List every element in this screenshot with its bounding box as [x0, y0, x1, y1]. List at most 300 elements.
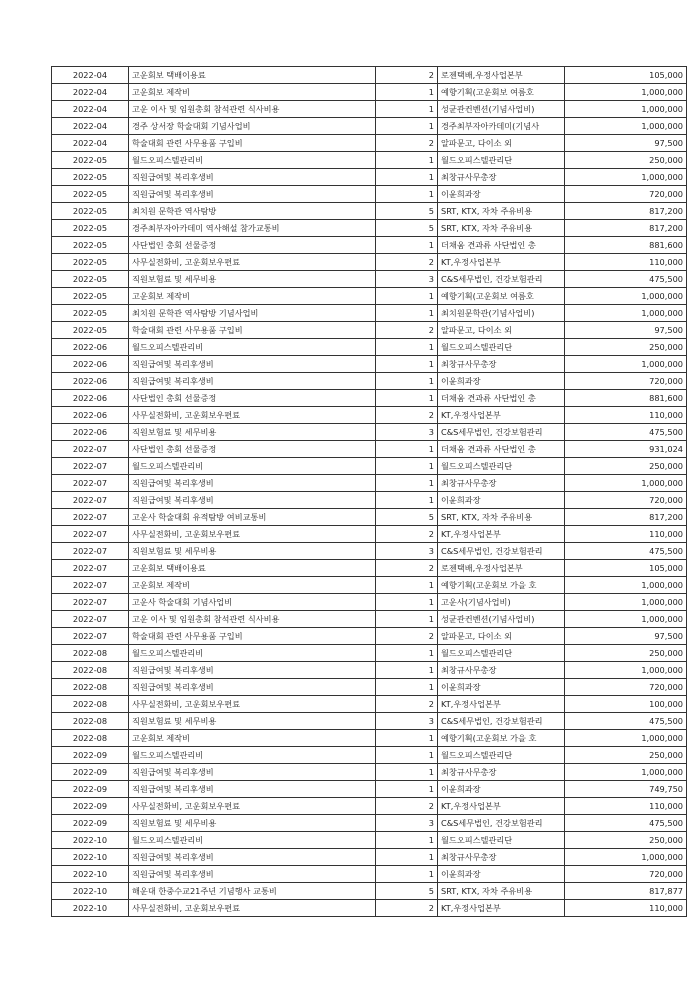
payee-cell: 최치원문학관(기념사업비) [438, 305, 565, 322]
quantity-cell: 2 [376, 407, 438, 424]
date-cell: 2022-10 [52, 832, 129, 849]
date-cell: 2022-06 [52, 373, 129, 390]
expense-ledger-page [51, 66, 683, 917]
quantity-cell: 5 [376, 883, 438, 900]
payee-cell: 경주최부자아카데미(기념사 [438, 118, 565, 135]
date-cell: 2022-07 [52, 492, 129, 509]
payee-cell: KT,우정사업본부 [438, 407, 565, 424]
date-cell: 2022-05 [52, 237, 129, 254]
item-cell: 고운사 학술대회 유적탐방 여비교통비 [129, 509, 376, 526]
item-cell: 학술대회 관련 사무용품 구입비 [129, 135, 376, 152]
quantity-cell: 1 [376, 577, 438, 594]
amount-cell: 110,000 [565, 407, 687, 424]
amount-cell: 720,000 [565, 866, 687, 883]
item-cell: 사무실전화비, 고운회보우편료 [129, 407, 376, 424]
amount-cell: 475,500 [565, 271, 687, 288]
quantity-cell: 2 [376, 696, 438, 713]
table-row [52, 883, 687, 900]
amount-cell: 110,000 [565, 526, 687, 543]
date-cell: 2022-07 [52, 543, 129, 560]
quantity-cell: 1 [376, 849, 438, 866]
payee-cell: 알파문고, 다이소 외 [438, 322, 565, 339]
date-cell: 2022-05 [52, 305, 129, 322]
quantity-cell: 1 [376, 288, 438, 305]
payee-cell: 이윤희과장 [438, 781, 565, 798]
table-row [52, 441, 687, 458]
quantity-cell: 3 [376, 271, 438, 288]
table-row [52, 832, 687, 849]
quantity-cell: 2 [376, 798, 438, 815]
payee-cell: 더채움 견과류 사단법인 총 [438, 237, 565, 254]
table-row [52, 237, 687, 254]
item-cell: 사단법인 총회 선물증정 [129, 237, 376, 254]
item-cell: 월드오피스텔관리비 [129, 152, 376, 169]
date-cell: 2022-04 [52, 118, 129, 135]
quantity-cell: 1 [376, 186, 438, 203]
table-row [52, 67, 687, 84]
amount-cell: 720,000 [565, 492, 687, 509]
item-cell: 직원급여및 복리후생비 [129, 492, 376, 509]
item-cell: 직원급여및 복리후생비 [129, 679, 376, 696]
table-row [52, 713, 687, 730]
date-cell: 2022-04 [52, 101, 129, 118]
payee-cell: 최창규사무총장 [438, 764, 565, 781]
payee-cell: KT,우정사업본부 [438, 526, 565, 543]
table-row [52, 730, 687, 747]
item-cell: 월드오피스텔관리비 [129, 339, 376, 356]
item-cell: 직원보험료 및 세무비용 [129, 815, 376, 832]
amount-cell: 475,500 [565, 713, 687, 730]
quantity-cell: 1 [376, 390, 438, 407]
payee-cell: 이윤희과장 [438, 373, 565, 390]
quantity-cell: 1 [376, 747, 438, 764]
item-cell: 사단법인 총회 선물증정 [129, 441, 376, 458]
date-cell: 2022-05 [52, 203, 129, 220]
date-cell: 2022-08 [52, 645, 129, 662]
payee-cell: 더채움 견과류 사단법인 총 [438, 441, 565, 458]
quantity-cell: 1 [376, 594, 438, 611]
quantity-cell: 1 [376, 492, 438, 509]
amount-cell: 110,000 [565, 254, 687, 271]
quantity-cell: 1 [376, 84, 438, 101]
date-cell: 2022-10 [52, 900, 129, 917]
payee-cell: SRT, KTX, 자차 주유비용 [438, 883, 565, 900]
payee-cell: 로젠택배,우정사업본부 [438, 67, 565, 84]
item-cell: 고운회보 택배이용료 [129, 67, 376, 84]
date-cell: 2022-10 [52, 883, 129, 900]
amount-cell: 817,200 [565, 203, 687, 220]
date-cell: 2022-08 [52, 730, 129, 747]
amount-cell: 1,000,000 [565, 594, 687, 611]
date-cell: 2022-07 [52, 560, 129, 577]
date-cell: 2022-06 [52, 339, 129, 356]
payee-cell: 이윤희과장 [438, 492, 565, 509]
quantity-cell: 1 [376, 730, 438, 747]
payee-cell: 예향기획(고운회보 여름호 [438, 288, 565, 305]
quantity-cell: 2 [376, 322, 438, 339]
quantity-cell: 1 [376, 679, 438, 696]
amount-cell: 105,000 [565, 560, 687, 577]
item-cell: 월드오피스텔관리비 [129, 458, 376, 475]
quantity-cell: 5 [376, 220, 438, 237]
item-cell: 학술대회 관련 사무용품 구입비 [129, 628, 376, 645]
payee-cell: 성균관컨벤션(기념사업비) [438, 611, 565, 628]
table-row [52, 543, 687, 560]
payee-cell: 고운사(기념사업비) [438, 594, 565, 611]
item-cell: 직원급여및 복리후생비 [129, 662, 376, 679]
item-cell: 직원급여및 복리후생비 [129, 169, 376, 186]
amount-cell: 720,000 [565, 373, 687, 390]
date-cell: 2022-05 [52, 288, 129, 305]
amount-cell: 100,000 [565, 696, 687, 713]
date-cell: 2022-04 [52, 135, 129, 152]
date-cell: 2022-06 [52, 390, 129, 407]
date-cell: 2022-07 [52, 526, 129, 543]
date-cell: 2022-09 [52, 747, 129, 764]
payee-cell: 최창규사무총장 [438, 475, 565, 492]
date-cell: 2022-08 [52, 713, 129, 730]
table-row [52, 424, 687, 441]
table-row [52, 339, 687, 356]
date-cell: 2022-07 [52, 628, 129, 645]
date-cell: 2022-09 [52, 781, 129, 798]
amount-cell: 931,024 [565, 441, 687, 458]
quantity-cell: 1 [376, 611, 438, 628]
item-cell: 사단법인 총회 선물증정 [129, 390, 376, 407]
table-row [52, 866, 687, 883]
payee-cell: C&S세무법인, 건강보험관리 [438, 543, 565, 560]
quantity-cell: 1 [376, 305, 438, 322]
ledger-body [52, 67, 687, 917]
item-cell: 경주 상서장 학술대회 기념사업비 [129, 118, 376, 135]
table-row [52, 152, 687, 169]
date-cell: 2022-05 [52, 169, 129, 186]
item-cell: 직원급여및 복리후생비 [129, 475, 376, 492]
date-cell: 2022-09 [52, 815, 129, 832]
table-row [52, 322, 687, 339]
payee-cell: SRT, KTX, 자차 주유비용 [438, 509, 565, 526]
table-row [52, 798, 687, 815]
payee-cell: 성균관컨벤션(기념사업비) [438, 101, 565, 118]
item-cell: 고운사 학술대회 기념사업비 [129, 594, 376, 611]
item-cell: 직원급여및 복리후생비 [129, 186, 376, 203]
table-row [52, 645, 687, 662]
payee-cell: 월드오피스텔관리단 [438, 645, 565, 662]
date-cell: 2022-04 [52, 84, 129, 101]
payee-cell: C&S세무법인, 건강보험관리 [438, 815, 565, 832]
table-row [52, 458, 687, 475]
quantity-cell: 5 [376, 509, 438, 526]
quantity-cell: 2 [376, 628, 438, 645]
item-cell: 고운 이사 및 임원총회 참석관련 식사비용 [129, 611, 376, 628]
item-cell: 직원급여및 복리후생비 [129, 764, 376, 781]
table-row [52, 84, 687, 101]
payee-cell: C&S세무법인, 건강보험관리 [438, 424, 565, 441]
table-row [52, 169, 687, 186]
table-row [52, 764, 687, 781]
item-cell: 월드오피스텔관리비 [129, 747, 376, 764]
amount-cell: 1,000,000 [565, 475, 687, 492]
table-row [52, 356, 687, 373]
item-cell: 고운회보 제작비 [129, 288, 376, 305]
amount-cell: 1,000,000 [565, 305, 687, 322]
table-row [52, 390, 687, 407]
quantity-cell: 1 [376, 781, 438, 798]
amount-cell: 817,877 [565, 883, 687, 900]
table-row [52, 288, 687, 305]
amount-cell: 475,500 [565, 424, 687, 441]
payee-cell: 월드오피스텔관리단 [438, 832, 565, 849]
amount-cell: 105,000 [565, 67, 687, 84]
date-cell: 2022-05 [52, 322, 129, 339]
amount-cell: 1,000,000 [565, 169, 687, 186]
amount-cell: 1,000,000 [565, 577, 687, 594]
amount-cell: 250,000 [565, 645, 687, 662]
table-row [52, 747, 687, 764]
item-cell: 사무실전화비, 고운회보우편료 [129, 254, 376, 271]
quantity-cell: 1 [376, 118, 438, 135]
payee-cell: 이윤희과장 [438, 866, 565, 883]
payee-cell: 알파문고, 다이소 외 [438, 628, 565, 645]
date-cell: 2022-05 [52, 186, 129, 203]
quantity-cell: 2 [376, 135, 438, 152]
item-cell: 학술대회 관련 사무용품 구입비 [129, 322, 376, 339]
item-cell: 직원급여및 복리후생비 [129, 356, 376, 373]
payee-cell: 이윤희과장 [438, 186, 565, 203]
table-row [52, 679, 687, 696]
item-cell: 월드오피스텔관리비 [129, 832, 376, 849]
date-cell: 2022-06 [52, 356, 129, 373]
quantity-cell: 1 [376, 169, 438, 186]
item-cell: 직원보험료 및 세무비용 [129, 543, 376, 560]
date-cell: 2022-08 [52, 696, 129, 713]
payee-cell: 월드오피스텔관리단 [438, 339, 565, 356]
payee-cell: 이윤희과장 [438, 679, 565, 696]
table-row [52, 781, 687, 798]
date-cell: 2022-09 [52, 798, 129, 815]
payee-cell: 최창규사무총장 [438, 356, 565, 373]
quantity-cell: 1 [376, 101, 438, 118]
amount-cell: 1,000,000 [565, 356, 687, 373]
item-cell: 직원급여및 복리후생비 [129, 373, 376, 390]
date-cell: 2022-08 [52, 679, 129, 696]
expense-ledger-table [51, 66, 687, 917]
date-cell: 2022-07 [52, 509, 129, 526]
payee-cell: 더채움 견과류 사단법인 총 [438, 390, 565, 407]
item-cell: 사무실전화비, 고운회보우편료 [129, 526, 376, 543]
item-cell: 직원급여및 복리후생비 [129, 781, 376, 798]
date-cell: 2022-07 [52, 441, 129, 458]
quantity-cell: 1 [376, 458, 438, 475]
amount-cell: 881,600 [565, 390, 687, 407]
table-row [52, 254, 687, 271]
quantity-cell: 1 [376, 356, 438, 373]
amount-cell: 110,000 [565, 798, 687, 815]
payee-cell: 월드오피스텔관리단 [438, 152, 565, 169]
amount-cell: 749,750 [565, 781, 687, 798]
amount-cell: 1,000,000 [565, 288, 687, 305]
payee-cell: 최창규사무총장 [438, 169, 565, 186]
amount-cell: 475,500 [565, 543, 687, 560]
date-cell: 2022-07 [52, 577, 129, 594]
table-row [52, 509, 687, 526]
table-row [52, 560, 687, 577]
amount-cell: 1,000,000 [565, 730, 687, 747]
item-cell: 경주최부자아카데미 역사해설 참가교통비 [129, 220, 376, 237]
item-cell: 최치원 문학관 역사탐방 기념사업비 [129, 305, 376, 322]
amount-cell: 817,200 [565, 509, 687, 526]
amount-cell: 1,000,000 [565, 611, 687, 628]
quantity-cell: 1 [376, 339, 438, 356]
item-cell: 사무실전화비, 고운회보우편료 [129, 696, 376, 713]
quantity-cell: 1 [376, 237, 438, 254]
table-row [52, 628, 687, 645]
quantity-cell: 1 [376, 475, 438, 492]
amount-cell: 250,000 [565, 747, 687, 764]
date-cell: 2022-06 [52, 424, 129, 441]
item-cell: 고운회보 제작비 [129, 577, 376, 594]
payee-cell: KT,우정사업본부 [438, 900, 565, 917]
date-cell: 2022-07 [52, 475, 129, 492]
item-cell: 직원급여및 복리후생비 [129, 866, 376, 883]
amount-cell: 250,000 [565, 152, 687, 169]
amount-cell: 720,000 [565, 186, 687, 203]
payee-cell: 최창규사무총장 [438, 662, 565, 679]
amount-cell: 720,000 [565, 679, 687, 696]
table-row [52, 271, 687, 288]
amount-cell: 1,000,000 [565, 849, 687, 866]
payee-cell: 로젠택배,우정사업본부 [438, 560, 565, 577]
item-cell: 직원급여및 복리후생비 [129, 849, 376, 866]
item-cell: 직원보험료 및 세무비용 [129, 713, 376, 730]
date-cell: 2022-05 [52, 271, 129, 288]
amount-cell: 1,000,000 [565, 662, 687, 679]
quantity-cell: 1 [376, 152, 438, 169]
payee-cell: 예향기획(고운회보 가을 호 [438, 730, 565, 747]
table-row [52, 594, 687, 611]
item-cell: 고운회보 제작비 [129, 730, 376, 747]
table-row [52, 407, 687, 424]
quantity-cell: 1 [376, 645, 438, 662]
payee-cell: KT,우정사업본부 [438, 696, 565, 713]
amount-cell: 250,000 [565, 339, 687, 356]
payee-cell: 월드오피스텔관리단 [438, 747, 565, 764]
date-cell: 2022-07 [52, 458, 129, 475]
item-cell: 직원보험료 및 세무비용 [129, 271, 376, 288]
amount-cell: 110,000 [565, 900, 687, 917]
quantity-cell: 3 [376, 543, 438, 560]
quantity-cell: 2 [376, 254, 438, 271]
table-row [52, 696, 687, 713]
item-cell: 사무실전화비, 고운회보우편료 [129, 798, 376, 815]
quantity-cell: 3 [376, 815, 438, 832]
amount-cell: 475,500 [565, 815, 687, 832]
item-cell: 고운 이사 및 임원총회 참석관련 식사비용 [129, 101, 376, 118]
payee-cell: C&S세무법인, 건강보험관리 [438, 713, 565, 730]
date-cell: 2022-07 [52, 611, 129, 628]
amount-cell: 817,200 [565, 220, 687, 237]
quantity-cell: 2 [376, 560, 438, 577]
amount-cell: 97,500 [565, 628, 687, 645]
amount-cell: 97,500 [565, 135, 687, 152]
quantity-cell: 2 [376, 900, 438, 917]
date-cell: 2022-07 [52, 594, 129, 611]
table-row [52, 203, 687, 220]
amount-cell: 1,000,000 [565, 84, 687, 101]
payee-cell: 예향기획(고운회보 여름호 [438, 84, 565, 101]
item-cell: 사무실전화비, 고운회보우편료 [129, 900, 376, 917]
quantity-cell: 1 [376, 764, 438, 781]
table-row [52, 611, 687, 628]
payee-cell: 알파문고, 다이소 외 [438, 135, 565, 152]
amount-cell: 881,600 [565, 237, 687, 254]
date-cell: 2022-05 [52, 254, 129, 271]
table-row [52, 101, 687, 118]
table-row [52, 186, 687, 203]
item-cell: 직원보험료 및 세무비용 [129, 424, 376, 441]
quantity-cell: 1 [376, 373, 438, 390]
amount-cell: 1,000,000 [565, 101, 687, 118]
table-row [52, 577, 687, 594]
date-cell: 2022-08 [52, 662, 129, 679]
amount-cell: 97,500 [565, 322, 687, 339]
item-cell: 해운대 한중수교21주년 기념행사 교통비 [129, 883, 376, 900]
quantity-cell: 2 [376, 67, 438, 84]
date-cell: 2022-04 [52, 67, 129, 84]
date-cell: 2022-05 [52, 152, 129, 169]
quantity-cell: 1 [376, 832, 438, 849]
item-cell: 월드오피스텔관리비 [129, 645, 376, 662]
table-row [52, 900, 687, 917]
item-cell: 최치원 문학관 역사탐방 [129, 203, 376, 220]
date-cell: 2022-05 [52, 220, 129, 237]
quantity-cell: 5 [376, 203, 438, 220]
quantity-cell: 1 [376, 866, 438, 883]
table-row [52, 305, 687, 322]
payee-cell: 최창규사무총장 [438, 849, 565, 866]
payee-cell: SRT, KTX, 자차 주유비용 [438, 203, 565, 220]
payee-cell: KT,우정사업본부 [438, 254, 565, 271]
table-row [52, 373, 687, 390]
table-row [52, 135, 687, 152]
item-cell: 고운회보 제작비 [129, 84, 376, 101]
payee-cell: KT,우정사업본부 [438, 798, 565, 815]
amount-cell: 1,000,000 [565, 764, 687, 781]
table-row [52, 118, 687, 135]
date-cell: 2022-06 [52, 407, 129, 424]
table-row [52, 815, 687, 832]
date-cell: 2022-09 [52, 764, 129, 781]
table-row [52, 526, 687, 543]
payee-cell: 월드오피스텔관리단 [438, 458, 565, 475]
payee-cell: C&S세무법인, 건강보험관리 [438, 271, 565, 288]
quantity-cell: 1 [376, 662, 438, 679]
table-row [52, 662, 687, 679]
amount-cell: 250,000 [565, 458, 687, 475]
date-cell: 2022-10 [52, 849, 129, 866]
item-cell: 고운회보 택배이용료 [129, 560, 376, 577]
quantity-cell: 1 [376, 441, 438, 458]
payee-cell: SRT, KTX, 자차 주유비용 [438, 220, 565, 237]
quantity-cell: 2 [376, 526, 438, 543]
table-row [52, 492, 687, 509]
payee-cell: 예향기획(고운회보 가을 호 [438, 577, 565, 594]
amount-cell: 250,000 [565, 832, 687, 849]
amount-cell: 1,000,000 [565, 118, 687, 135]
table-row [52, 220, 687, 237]
table-row [52, 475, 687, 492]
table-row [52, 849, 687, 866]
